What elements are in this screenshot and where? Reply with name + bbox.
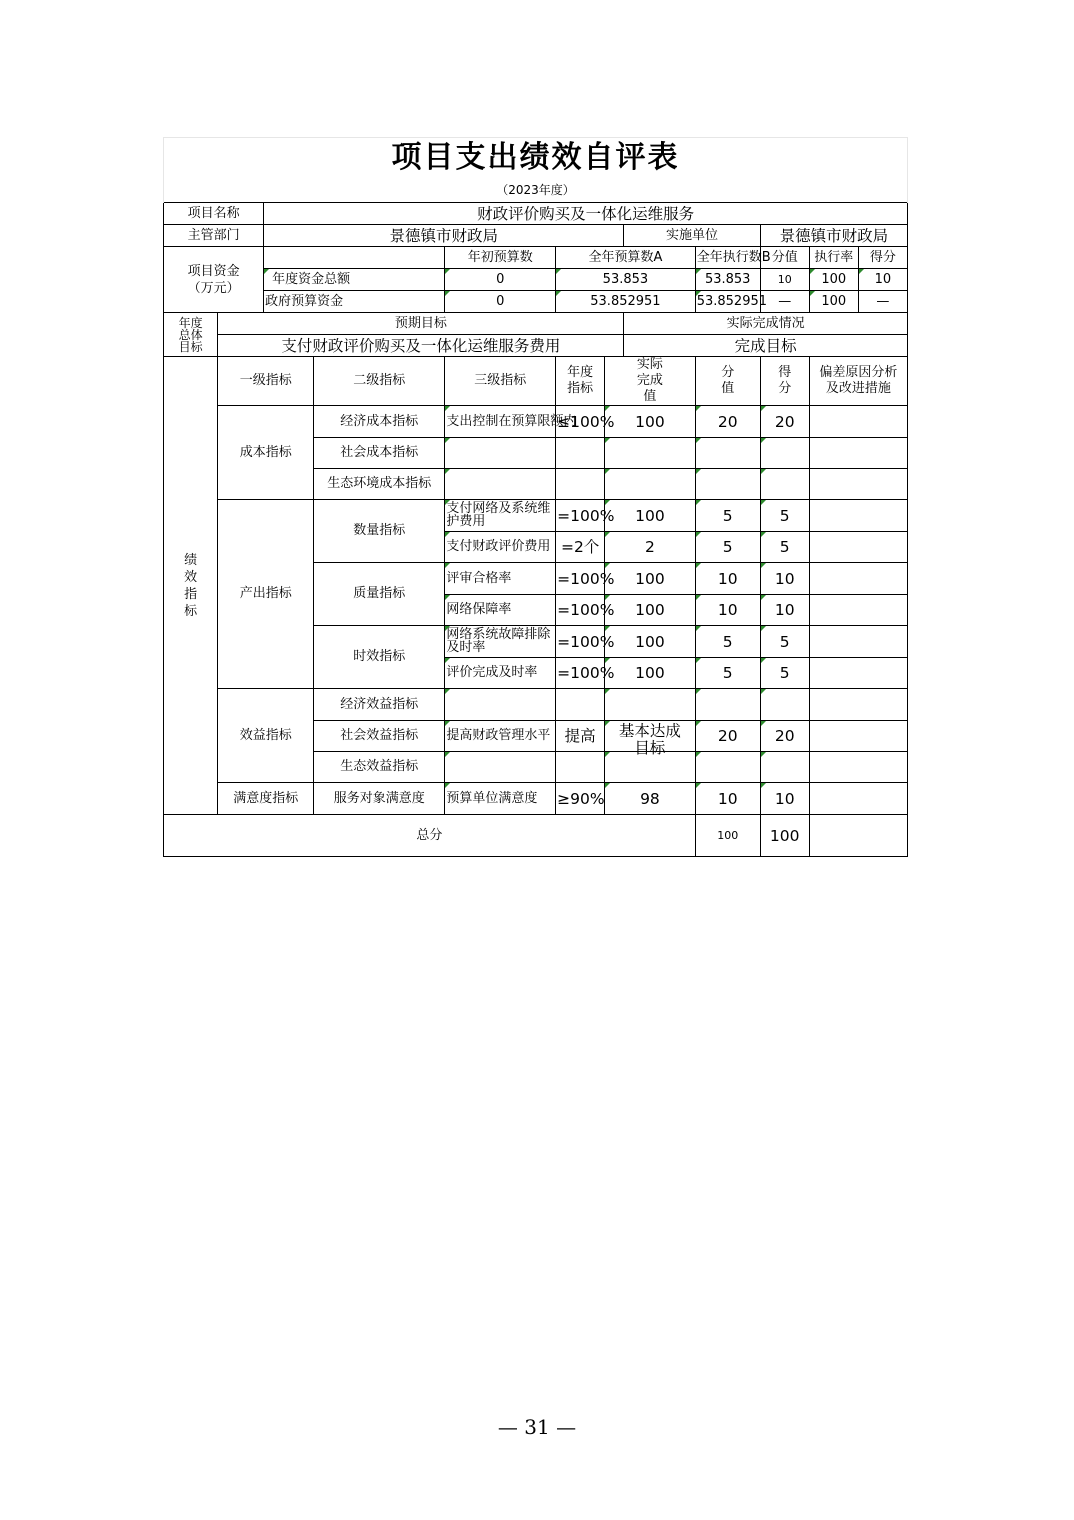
funds-header-score: 得分 (858, 247, 907, 269)
funds-row-gov-score: — (858, 291, 907, 313)
funds-row-total-initial: 0 (445, 269, 556, 291)
indicator-note (809, 721, 907, 752)
indicator-weight: 5 (695, 658, 760, 689)
funds-row-total-name: 年度资金总额 (264, 269, 445, 291)
funds-header-score-value: 分值 (760, 247, 809, 269)
indicator-l3: 评审合格率 (445, 563, 556, 595)
indicator-l3 (445, 438, 556, 469)
indicator-l1-satisfaction: 满意度指标 (218, 783, 314, 815)
indicator-actual: 100 (605, 626, 696, 658)
indicator-weight: 10 (695, 595, 760, 626)
indicator-actual (605, 752, 696, 783)
indicator-l3: 支付财政评价费用 (445, 532, 556, 563)
indicator-weight: 20 (695, 406, 760, 438)
indicator-score: 20 (760, 406, 809, 438)
indicator-target: =100% (556, 500, 605, 532)
header-level1: 一级指标 (218, 357, 314, 406)
goals-label (164, 313, 218, 357)
funds-row-gov-executed: 53.852951 (695, 291, 760, 313)
indicator-actual: 100 (605, 500, 696, 532)
goals-actual-header: 实际完成情况 (624, 313, 908, 335)
total-note (809, 815, 907, 857)
header-level3: 三级指标 (445, 357, 556, 406)
table-year: （2023年度） (164, 179, 908, 203)
indicator-l2: 经济成本指标 (314, 406, 445, 438)
header-weight: 分值 (695, 357, 760, 406)
impl-unit-label: 实施单位 (624, 225, 760, 247)
indicator-target: =100% (556, 658, 605, 689)
indicator-l3 (445, 689, 556, 721)
indicator-l1-output: 产出指标 (218, 500, 314, 689)
indicator-weight: 5 (695, 500, 760, 532)
indicator-l2: 经济效益指标 (314, 689, 445, 721)
indicator-note (809, 406, 907, 438)
funds-row-total-executed: 53.853 (695, 269, 760, 291)
funds-header-budget: 全年预算数A (556, 247, 696, 269)
indicator-note (809, 563, 907, 595)
funds-row-total-score: 10 (858, 269, 907, 291)
indicator-target: =2个 (556, 532, 605, 563)
indicator-score: 5 (760, 626, 809, 658)
indicator-score: 10 (760, 783, 809, 815)
funds-row-gov-budget: 53.852951 (556, 291, 696, 313)
indicator-l2: 时效指标 (314, 626, 445, 689)
indicators-label (164, 357, 218, 815)
header-note: 偏差原因分析及改进措施 (809, 357, 907, 406)
indicator-actual (605, 689, 696, 721)
indicator-note (809, 783, 907, 815)
indicator-actual: 2 (605, 532, 696, 563)
indicator-note (809, 469, 907, 500)
indicator-note (809, 658, 907, 689)
indicator-score: 10 (760, 595, 809, 626)
indicator-l3: 网络系统故障排除及时率 (445, 626, 556, 658)
funds-label-text: 项目资金（万元） (187, 263, 240, 296)
indicator-target (556, 752, 605, 783)
indicator-l2: 服务对象满意度 (314, 783, 445, 815)
indicator-l2: 生态效益指标 (314, 752, 445, 783)
total-weight: 100 (695, 815, 760, 857)
funds-row-gov-initial: 0 (445, 291, 556, 313)
indicator-l3: 评价完成及时率 (445, 658, 556, 689)
goals-actual-value: 完成目标 (624, 335, 908, 357)
indicator-score: 5 (760, 658, 809, 689)
header-target: 年度指标 (556, 357, 605, 406)
indicator-note (809, 532, 907, 563)
indicator-target: =100% (556, 563, 605, 595)
goals-expected-value: 支付财政评价购买及一体化运维服务费用 (218, 335, 624, 357)
indicator-score: 5 (760, 500, 809, 532)
indicator-note (809, 626, 907, 658)
funds-header-blank (264, 247, 445, 269)
indicator-weight: 20 (695, 721, 760, 752)
indicator-l3: 支付网络及系统维护费用 (445, 500, 556, 532)
funds-header-initial: 年初预算数 (445, 247, 556, 269)
goals-expected-header: 预期目标 (218, 313, 624, 335)
indicator-l1-cost: 成本指标 (218, 406, 314, 500)
indicator-actual: 基本达成目标 (605, 721, 696, 752)
indicator-weight: 5 (695, 626, 760, 658)
indicator-target (556, 689, 605, 721)
indicator-score (760, 469, 809, 500)
indicator-score (760, 438, 809, 469)
indicator-weight (695, 438, 760, 469)
header-actual: 实际完成值 (605, 357, 696, 406)
total-label: 总分 (164, 815, 696, 857)
table-title: 项目支出绩效自评表 (164, 138, 908, 179)
indicator-target: ≤100% (556, 406, 605, 438)
performance-table (163, 137, 908, 855)
funds-row-total-budget: 53.853 (556, 269, 696, 291)
indicator-actual: 100 (605, 563, 696, 595)
indicator-l3: 网络保障率 (445, 595, 556, 626)
indicator-l2: 社会效益指标 (314, 721, 445, 752)
funds-header-executed: 全年执行数B (695, 247, 760, 269)
indicator-target (556, 469, 605, 500)
indicator-score: 5 (760, 532, 809, 563)
indicator-actual: 100 (605, 595, 696, 626)
project-name-value: 财政评价购买及一体化运维服务 (264, 203, 908, 225)
funds-header-rate: 执行率 (809, 247, 858, 269)
indicator-target: =100% (556, 595, 605, 626)
indicator-actual (605, 469, 696, 500)
indicator-score (760, 752, 809, 783)
impl-unit-value: 景德镇市财政局 (760, 225, 907, 247)
funds-row-total-rate: 100 (809, 269, 858, 291)
page-number: — 31 — (497, 1415, 577, 1439)
indicator-note (809, 438, 907, 469)
indicator-weight: 10 (695, 563, 760, 595)
indicator-l3: 预算单位满意度 (445, 783, 556, 815)
indicator-l2: 生态环境成本指标 (314, 469, 445, 500)
indicator-weight (695, 752, 760, 783)
funds-row-gov-rate: 100 (809, 291, 858, 313)
funds-label (164, 247, 264, 313)
indicators-label-text: 绩效指标 (184, 552, 198, 619)
indicator-target (556, 438, 605, 469)
project-name-label: 项目名称 (164, 203, 264, 225)
header-score: 得分 (760, 357, 809, 406)
indicator-actual: 100 (605, 406, 696, 438)
indicator-target: =100% (556, 626, 605, 658)
indicator-l3 (445, 469, 556, 500)
indicator-actual: 100 (605, 658, 696, 689)
funds-row-total-score-value: 10 (760, 269, 809, 291)
indicator-weight: 10 (695, 783, 760, 815)
indicator-actual (605, 438, 696, 469)
indicator-weight (695, 469, 760, 500)
indicator-l3: 提高财政管理水平 (445, 721, 556, 752)
indicator-note (809, 689, 907, 721)
indicator-l2: 数量指标 (314, 500, 445, 563)
indicator-weight: 5 (695, 532, 760, 563)
dept-label: 主管部门 (164, 225, 264, 247)
indicator-target: ≥90% (556, 783, 605, 815)
dept-value: 景德镇市财政局 (264, 225, 624, 247)
indicator-weight (695, 689, 760, 721)
funds-row-gov-name: 政府预算资金 (264, 291, 445, 313)
indicator-l2: 社会成本指标 (314, 438, 445, 469)
indicator-target: 提高 (556, 721, 605, 752)
indicator-note (809, 500, 907, 532)
indicator-actual: 98 (605, 783, 696, 815)
indicator-note (809, 752, 907, 783)
indicator-score: 10 (760, 563, 809, 595)
indicator-l3: 支出控制在预算限额内 (445, 406, 556, 438)
indicator-score: 20 (760, 721, 809, 752)
goals-label-text: 年度总体目标 (178, 316, 203, 354)
indicator-l1-benefit: 效益指标 (218, 689, 314, 783)
indicator-note (809, 595, 907, 626)
header-level2: 二级指标 (314, 357, 445, 406)
funds-row-gov-score-value: — (760, 291, 809, 313)
indicator-l2: 质量指标 (314, 563, 445, 626)
indicator-score (760, 689, 809, 721)
total-score: 100 (760, 815, 809, 857)
indicator-l3 (445, 752, 556, 783)
